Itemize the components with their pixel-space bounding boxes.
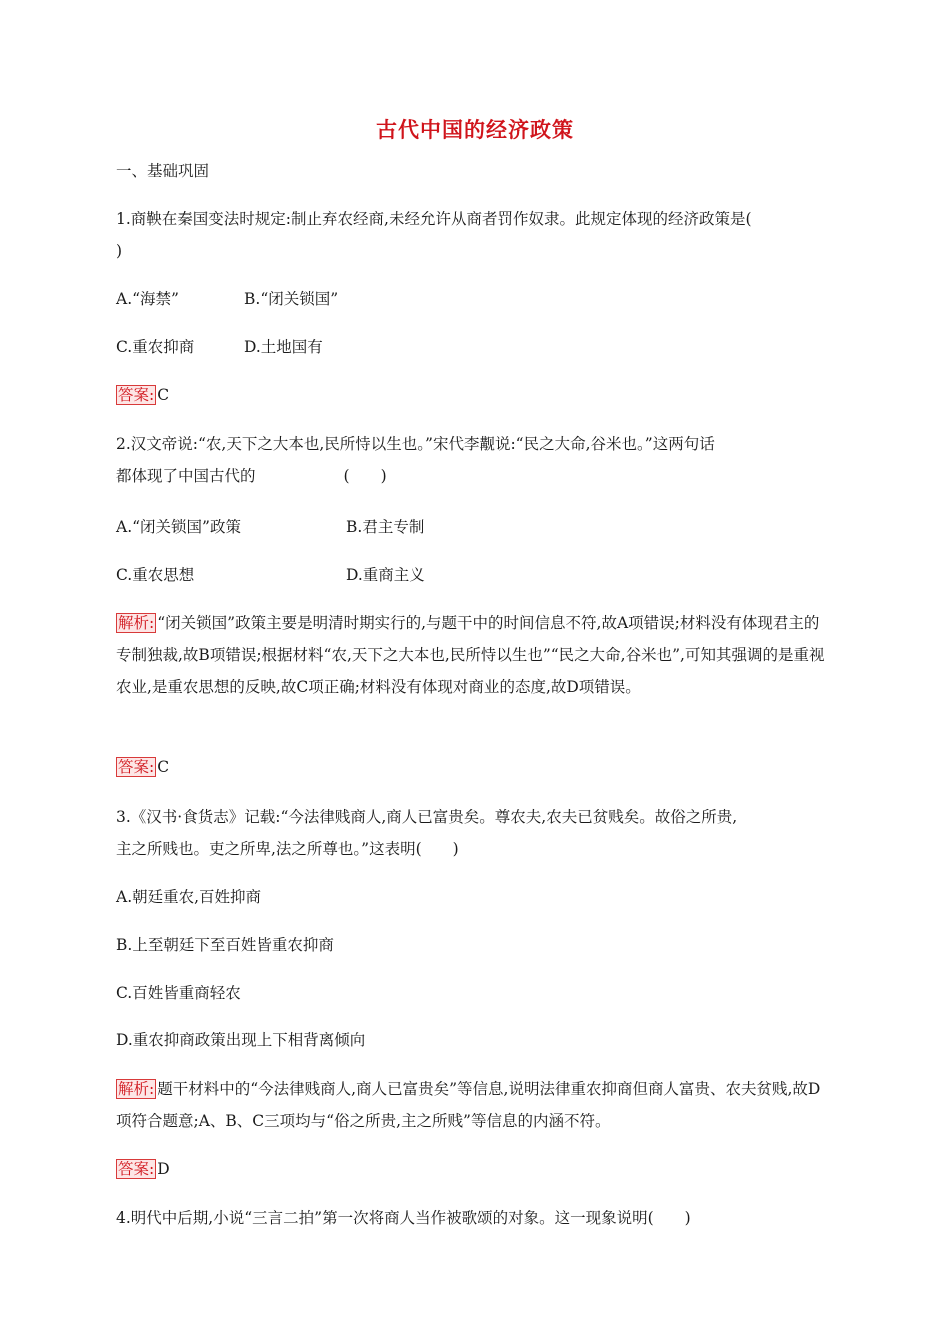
- answer-tag: 答案:: [118, 1160, 155, 1178]
- q1-option-c: C.重农抑商: [116, 338, 195, 356]
- q3-option-b: B.上至朝廷下至百姓皆重农抑商: [116, 936, 334, 954]
- q2-option-d: D.重商主义: [346, 566, 425, 584]
- q3-option-d: D.重农抑商政策出现上下相背离倾向: [116, 1031, 366, 1049]
- analysis-tag: 解析:: [118, 1080, 155, 1098]
- q1-option-d: D.土地国有: [244, 338, 323, 356]
- q1-option-a: A.“海禁”: [116, 290, 179, 308]
- q1-answer: [116, 384, 169, 406]
- section-heading: 一、基础巩固: [116, 162, 210, 180]
- q2-stem-text: 都体现了中国古代的: [116, 467, 256, 485]
- q3-stem: 3.《汉书·食货志》记载:“今法律贱商人,商人已富贵矣。尊农夫,农夫已贫贱矣。故俗之所贵,: [116, 808, 738, 826]
- q2-stem: 2.汉文帝说:“农,天下之大本也,民所恃以生也。”宋代李觏说:“民之大命,谷米也。”这两句话: [116, 435, 715, 453]
- q2-option-c: C.重农思想: [116, 566, 195, 584]
- answer-tag: 答案:: [118, 386, 155, 404]
- q1-answer-value: C: [157, 386, 170, 404]
- q1-option-b: B.“闭关锁国”: [244, 290, 339, 308]
- q2-answer-paren: ( ): [343, 467, 387, 485]
- q2-analysis: [116, 607, 834, 703]
- q1-stem-end: ): [116, 242, 123, 260]
- q2-analysis-text: “闭关锁国”政策主要是明清时期实行的,与题干中的时间信息不符,故A项错误;材料没有体现君主的专制独裁,故B项错误;根据材料“农,天下之大本也,民所恃以生也”“民之大命,谷米也”,可知其强调的是重视农业,是重农思想的反映,故C项正确;材料没有体现对商业的态度,故D项错误。: [116, 614, 825, 696]
- analysis-tag: 解析:: [118, 614, 155, 632]
- q1-stem: 1.商鞅在秦国变法时规定:制止弃农经商,未经允许从商者罚作奴隶。此规定体现的经济政策是(: [116, 210, 752, 228]
- q2-option-b: B.君主专制: [346, 518, 425, 536]
- q3-analysis-text: 题干材料中的“今法律贱商人,商人已富贵矣”等信息,说明法律重农抑商但商人富贵、农夫贫贱,故D项符合题意;A、B、C三项均与“俗之所贵,主之所贱”等信息的内涵不符。: [116, 1080, 821, 1130]
- q2-option-a: A.“闭关锁国”政策: [116, 518, 241, 536]
- q3-option-a: A.朝廷重农,百姓抑商: [116, 888, 262, 906]
- q3-answer-value: D: [157, 1160, 170, 1178]
- document-title: 古代中国的经济政策: [376, 117, 574, 142]
- q4-stem: 4.明代中后期,小说“三言二拍”第一次将商人当作被歌颂的对象。这一现象说明( ): [116, 1209, 691, 1227]
- q2-stem-line2: [116, 465, 387, 487]
- q2-answer-value: C: [157, 758, 170, 776]
- q3-analysis: [116, 1073, 834, 1137]
- q3-answer: [116, 1158, 170, 1180]
- answer-tag: 答案:: [118, 758, 155, 776]
- q2-answer: [116, 756, 169, 778]
- q3-option-c: C.百姓皆重商轻农: [116, 984, 241, 1002]
- q3-stem-line2: 主之所贱也。吏之所卑,法之所尊也。”这表明( ): [116, 840, 459, 858]
